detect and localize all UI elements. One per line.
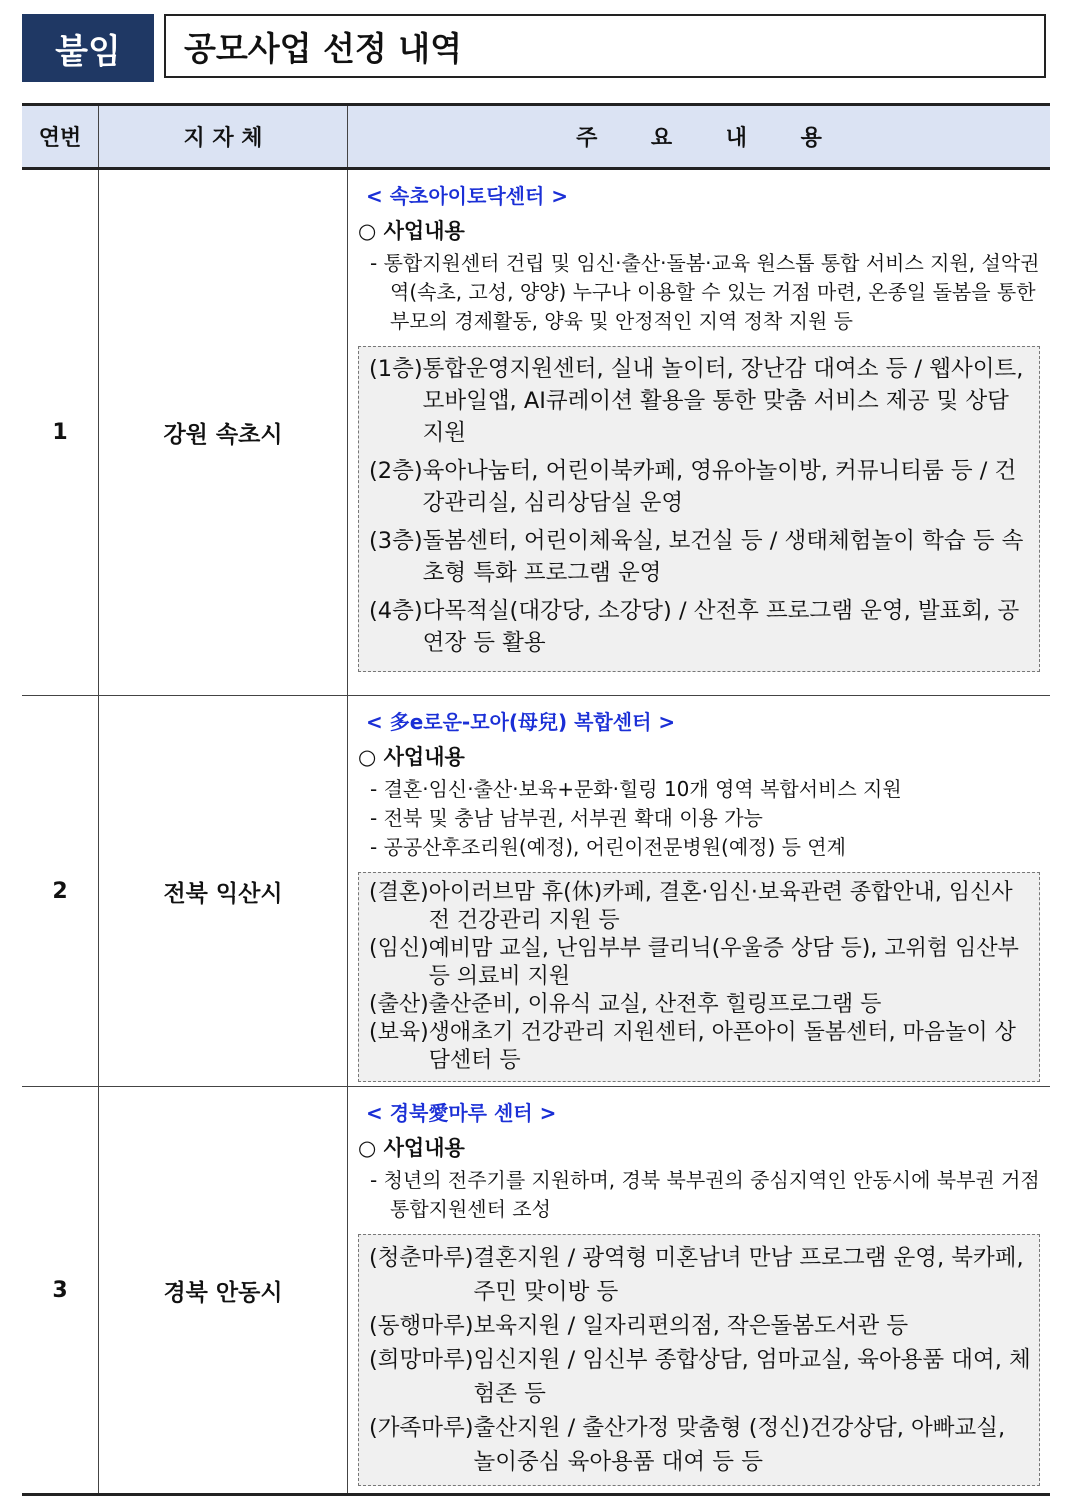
city-name: 경북 안동시 bbox=[99, 1087, 348, 1495]
program-text: 임신지원 / 임신부 종합상담, 엄마교실, 육아용품 대여, 체험존 등 bbox=[473, 1347, 1031, 1407]
program-label: (임신) bbox=[369, 936, 429, 961]
row-number: 3 bbox=[22, 1087, 99, 1495]
table-header-row bbox=[22, 105, 1050, 169]
content-cell bbox=[348, 169, 1051, 696]
program-label: (희망마루) bbox=[369, 1347, 474, 1373]
title-bar bbox=[22, 14, 1050, 82]
attachment-badge: 붙임 bbox=[22, 14, 154, 82]
program-item bbox=[369, 879, 1031, 935]
program-label: (청춘마루) bbox=[369, 1245, 474, 1271]
table-row bbox=[22, 696, 1050, 1087]
program-item bbox=[369, 1241, 1031, 1309]
section-heading: ○ 사업내용 bbox=[358, 219, 465, 243]
bullet-item: - 결혼·임신·출산·보육+문화·힐링 10개 영역 복합서비스 지원 bbox=[370, 777, 902, 801]
program-label: (동행마루) bbox=[369, 1313, 474, 1339]
bullet-item: - 청년의 전주기를 지원하며, 경북 북부권의 중심지역인 안동시에 북부권 거점 통합지원센터 조성 bbox=[370, 1168, 1040, 1221]
program-text: 보육지원 / 일자리편의점, 작은돌봄도서관 등 bbox=[473, 1313, 909, 1339]
program-label: (결혼) bbox=[369, 880, 429, 905]
floor-item bbox=[369, 595, 1031, 659]
page-title: 공모사업 선정 내역 bbox=[164, 14, 1046, 78]
program-label: (가족마루) bbox=[369, 1415, 474, 1441]
column-header-content: 주 요 내 용 bbox=[348, 105, 1051, 169]
program-item bbox=[369, 1343, 1031, 1411]
bullet-item: - 통합지원센터 건립 및 임신·출산·돌봄·교육 원스톱 통합 서비스 지원, 설악권역(속초, 고성, 양양) 누구나 이용할 수 있는 거점 마련, 온종일 돌봄을 통한 부모의 경제활동, 양육 및 안정적인 지역 정착 지원 등 bbox=[370, 251, 1040, 333]
content-cell bbox=[348, 696, 1051, 1087]
floor-plan-box bbox=[358, 346, 1040, 672]
bullet-item: - 전북 및 충남 남부권, 서부권 확대 이용 가능 bbox=[370, 806, 763, 830]
program-text: 결혼지원 / 광역형 미혼남녀 만남 프로그램 운영, 북카페, 주민 맞이방 등 bbox=[473, 1245, 1024, 1305]
program-box bbox=[358, 872, 1040, 1082]
center-name: < 多e로운-모아(母兒) 복합센터 > bbox=[366, 710, 676, 734]
section-heading: ○ 사업내용 bbox=[358, 745, 465, 769]
content-cell bbox=[348, 1087, 1051, 1495]
program-text: 출산지원 / 출산가정 맞춤형 (정신)건강상담, 아빠교실, 놀이중심 육아용품 대여 등 등 bbox=[473, 1415, 1006, 1475]
floor-item bbox=[369, 455, 1031, 519]
program-text: 생애초기 건강관리 지원센터, 아픈아이 돌봄센터, 마음놀이 상담센터 등 bbox=[428, 1020, 1016, 1073]
city-name: 전북 익산시 bbox=[99, 696, 348, 1087]
section-heading: ○ 사업내용 bbox=[358, 1136, 465, 1160]
program-item bbox=[369, 1309, 1031, 1343]
city-name: 강원 속초시 bbox=[99, 169, 348, 696]
floor-text: 돌봄센터, 어린이체육실, 보건실 등 / 생태체험놀이 학습 등 속초형 특화 프로그램 운영 bbox=[422, 528, 1024, 586]
center-name: < 경북愛마루 센터 > bbox=[366, 1101, 557, 1125]
row-number: 1 bbox=[22, 169, 99, 696]
floor-item bbox=[369, 353, 1031, 449]
program-item bbox=[369, 935, 1031, 991]
program-label: (보육) bbox=[369, 1020, 429, 1045]
column-header-number: 연번 bbox=[22, 105, 99, 169]
floor-label: (1층) bbox=[369, 356, 423, 382]
floor-label: (4층) bbox=[369, 598, 423, 624]
table-row bbox=[22, 169, 1050, 696]
table-row bbox=[22, 1087, 1050, 1495]
program-text: 출산준비, 이유식 교실, 산전후 힐링프로그램 등 bbox=[428, 992, 882, 1017]
floor-label: (2층) bbox=[369, 458, 423, 484]
floor-text: 다목적실(대강당, 소강당) / 산전후 프로그램 운영, 발표회, 공연장 등 활용 bbox=[422, 598, 1020, 656]
program-item bbox=[369, 1411, 1031, 1479]
floor-text: 육아나눔터, 어린이북카페, 영유아놀이방, 커뮤니티룸 등 / 건강관리실, 심리상담실 운영 bbox=[422, 458, 1017, 516]
bullet-item: - 공공산후조리원(예정), 어린이전문병원(예정) 등 연계 bbox=[370, 835, 846, 859]
program-item bbox=[369, 1019, 1031, 1075]
program-box bbox=[358, 1234, 1040, 1486]
center-name: < 속초아이토닥센터 > bbox=[366, 184, 569, 208]
program-item bbox=[369, 991, 1031, 1019]
floor-item bbox=[369, 525, 1031, 589]
row-number: 2 bbox=[22, 696, 99, 1087]
program-label: (출산) bbox=[369, 992, 429, 1017]
program-text: 예비맘 교실, 난임부부 클리닉(우울증 상담 등), 고위험 임산부 등 의료비 지원 bbox=[428, 936, 1019, 989]
program-text: 아이러브맘 휴(休)카페, 결혼·임신·보육관련 종합안내, 임신사전 건강관리 지원 등 bbox=[428, 880, 1013, 933]
selection-table bbox=[22, 103, 1050, 1496]
floor-label: (3층) bbox=[369, 528, 423, 554]
floor-text: 통합운영지원센터, 실내 놀이터, 장난감 대여소 등 / 웹사이트, 모바일앱, AI큐레이션 활용을 통한 맞춤 서비스 제공 및 상담 지원 bbox=[422, 356, 1024, 446]
column-header-city: 지 자 체 bbox=[99, 105, 348, 169]
